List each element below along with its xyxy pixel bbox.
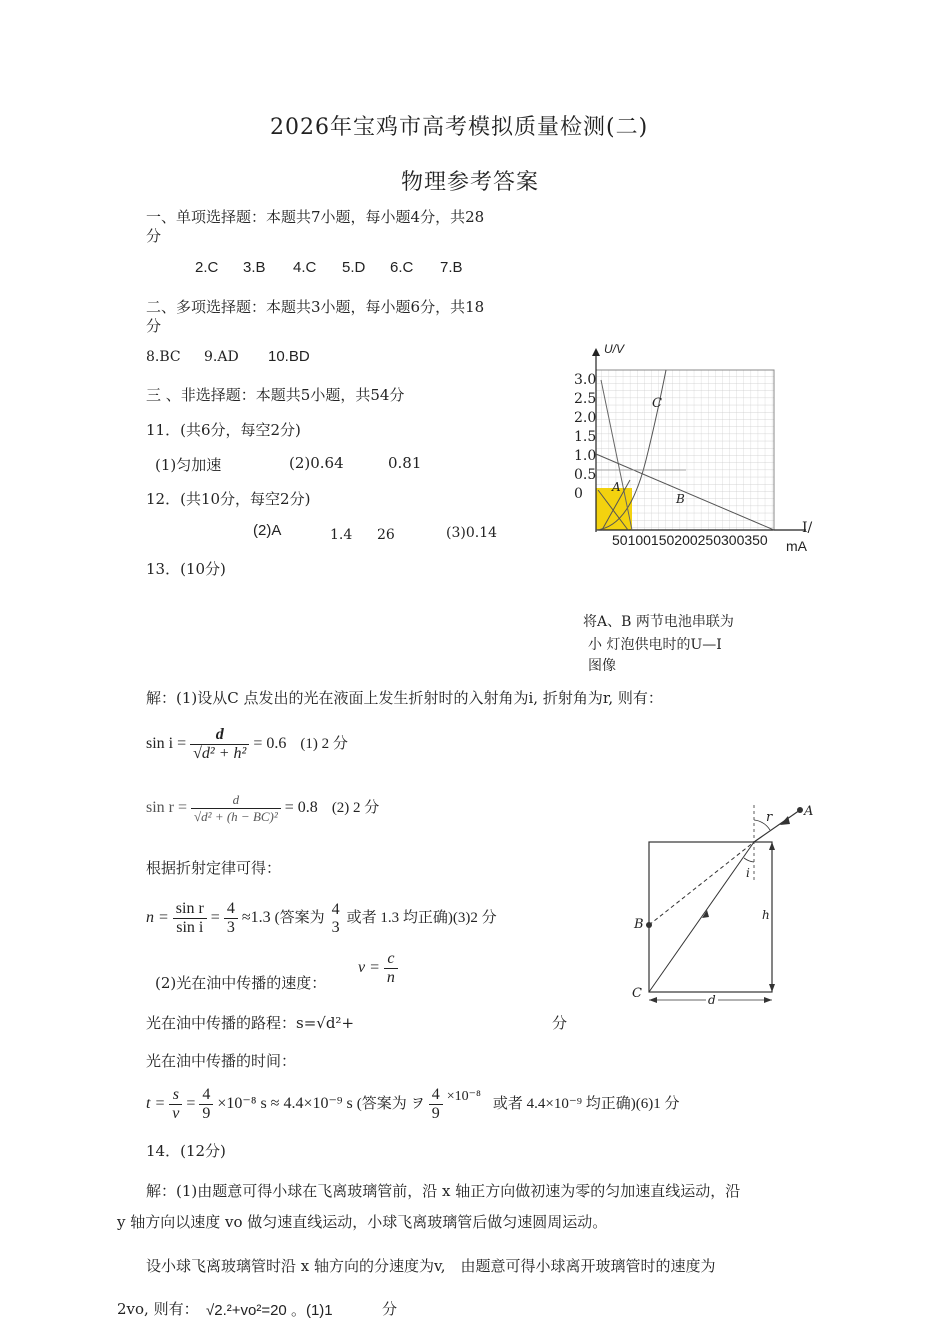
sini-lhs: sin i =: [146, 735, 187, 753]
n-note: (答案为: [274, 910, 325, 927]
sinr-fraction: [191, 792, 281, 825]
n-fraction: [173, 900, 207, 937]
v-fraction: [384, 950, 398, 987]
t-value: ×10⁻⁸ s ≈ 4.4×10⁻⁹ s: [217, 1095, 353, 1113]
point-b: [646, 922, 652, 928]
q12-answer: (3)0.14: [446, 525, 498, 541]
q13-intro: 解：(1)设从C 点发出的光在液面上发生折射时的入射角为i, 折射角为r, 则有：: [146, 689, 663, 707]
d-arrow-left: [649, 997, 657, 1003]
refraction-law: 根据折射定律可得：: [146, 859, 282, 877]
n-eq: =: [210, 909, 220, 927]
graph-caption: 图像: [588, 658, 616, 674]
section2-heading: 二、多项选择题：本题共3小题，每小题6分，共18: [146, 298, 485, 316]
n-num: sin r: [173, 900, 207, 919]
container-box: [649, 842, 772, 992]
t-den2: 9: [202, 1105, 211, 1122]
label-r: r: [766, 810, 773, 825]
t-answer-den: 9: [431, 1105, 440, 1122]
y-tick: 0.5: [574, 467, 597, 483]
q14-formula: √2.²+vo²=20 。(1)1: [206, 1302, 333, 1319]
n-note-cont: 或者 1.3 均正确)(3)2 分: [346, 910, 497, 927]
d-arrow-right: [764, 997, 772, 1003]
y-axis-arrow: [592, 348, 600, 356]
q14-paragraph: 2vo, 则有：: [117, 1300, 199, 1318]
answer-item: 9.AD: [204, 349, 239, 365]
h-arrow-top: [769, 842, 775, 850]
label-i: i: [746, 866, 750, 880]
y-tick: 1.5: [574, 429, 597, 445]
sini-formula: [146, 726, 348, 763]
n-answer-fraction: [329, 901, 343, 937]
sini-den: √d² + h²: [193, 745, 247, 762]
t-answer-fraction: [429, 1086, 443, 1123]
y-tick: 1.0: [574, 448, 597, 464]
sini-fraction: [190, 726, 249, 763]
t-lhs: t =: [146, 1095, 166, 1113]
y-tick: 3.0: [574, 372, 597, 388]
document-subtitle: 物理参考答案: [401, 170, 540, 195]
sini-note: (1) 2 分: [300, 736, 348, 753]
section1-heading-cont: 分: [146, 227, 162, 245]
speed-text: (2)光在油中传播的速度：: [155, 974, 327, 992]
q11-answer: (1)匀加速: [155, 456, 222, 474]
v-formula: [358, 950, 398, 987]
t-num2: 4: [199, 1086, 213, 1105]
t-answer-exp: ×10⁻⁸: [446, 1089, 481, 1105]
q14-paragraph: 解：(1)由题意可得小球在飞离玻璃管前，沿 x 轴正方向做初速为零的匀加速直线运动，沿: [146, 1182, 741, 1200]
path-fen: 分: [552, 1014, 568, 1032]
y-tick: 2.0: [574, 410, 597, 426]
graph-caption: 将A、B 两节电池串联为: [583, 614, 734, 630]
n-answer-den: 3: [331, 918, 340, 936]
ray-virtual: [649, 842, 754, 925]
graph-x-label: I/: [802, 520, 813, 536]
q14-heading: 14．(12分): [146, 1142, 226, 1160]
sini-value: = 0.6: [253, 735, 287, 753]
sinr-num: d: [191, 792, 281, 809]
q11-answer: (2)0.64: [289, 454, 344, 472]
sinr-formula: [146, 792, 379, 825]
n-lhs: n =: [146, 909, 169, 927]
graph-x-unit: mA: [786, 538, 807, 554]
sinr-lhs: sin r =: [146, 799, 188, 817]
v-lhs: v =: [358, 959, 380, 977]
graph-caption: 小 灯泡供电时的U—I: [588, 637, 722, 653]
q14-paragraph: y 轴方向以速度 vo 做匀速直线运动，小球飞离玻璃管后做匀速圆周运动。: [117, 1213, 608, 1231]
label-c: C: [632, 986, 642, 1001]
q12-answer: 26: [377, 527, 395, 543]
answer-item: 7.B: [440, 259, 463, 276]
n-answer-num: 4: [331, 900, 340, 918]
sini-num: d: [190, 726, 249, 745]
v-num: c: [384, 950, 398, 969]
sinr-note: (2) 2 分: [331, 800, 380, 817]
answer-item: 6.C: [390, 259, 414, 276]
sinr-den: √d² + (h − BC)²: [194, 809, 278, 824]
n-den2: 3: [226, 919, 235, 936]
answer-item: 2.C: [195, 259, 219, 276]
n-formula: [146, 900, 497, 937]
refraction-diagram: [620, 800, 820, 1015]
h-arrow-bottom: [769, 984, 775, 992]
section1-heading: 一、单项选择题：本题共7小题，每小题4分，共28: [146, 208, 485, 226]
n-value: ≈1.3: [241, 909, 271, 927]
q11-answer: 0.81: [388, 454, 422, 472]
answer-item: 10.BD: [268, 348, 310, 365]
v-den: n: [386, 969, 395, 986]
label-b: B: [634, 917, 644, 932]
t-den1: v: [172, 1105, 180, 1122]
n-num2: 4: [224, 900, 238, 919]
ray-out: [754, 810, 800, 842]
curve-c-label: C: [652, 396, 662, 411]
curve-a-label: A: [612, 480, 621, 494]
q14-paragraph: 设小球飞离玻璃管时沿 x 轴方向的分速度为v, 由题意可得小球离开玻璃管时的速度为: [146, 1257, 716, 1275]
path-text: 光在油中传播的路程：s=√d²+: [146, 1014, 355, 1032]
t-fraction1: [169, 1086, 182, 1123]
refraction-diagram-svg: [620, 800, 820, 1015]
time-text: 光在油中传播的时间：: [146, 1052, 297, 1070]
point-a: [797, 807, 803, 813]
document-title: 2026年宝鸡市高考模拟质量检测(二): [270, 115, 649, 140]
t-answer-num: 4: [429, 1086, 443, 1105]
section2-heading-cont: 分: [146, 317, 162, 335]
q14-fen: 分: [382, 1300, 398, 1318]
t-formula: [146, 1086, 679, 1123]
q12-answer: 1.4: [330, 527, 353, 543]
answer-item: 4.C: [293, 259, 317, 276]
label-a: A: [804, 804, 814, 819]
q12-heading: 12．(共10分，每空2分): [146, 490, 311, 508]
answer-item: 8.BC: [146, 349, 181, 365]
y-tick: 0: [574, 486, 583, 502]
t-fraction2: [199, 1086, 213, 1123]
curve-b-label: B: [676, 492, 685, 506]
y-tick: 2.5: [574, 391, 597, 407]
label-h: h: [762, 908, 770, 922]
ui-graph: [566, 340, 826, 560]
t-answer-prefix: ヲ: [410, 1097, 425, 1113]
x-ticks: 50100150200250300350: [612, 532, 768, 548]
label-d: d: [708, 993, 716, 1007]
n-fraction2: [224, 900, 238, 937]
n-den: sin i: [176, 919, 204, 936]
sinr-value: = 0.8: [284, 799, 318, 817]
q13-heading: 13．(10分): [146, 560, 226, 578]
t-note-cont: 或者 4.4×10⁻⁹ 均正确)(6)1 分: [492, 1096, 680, 1113]
section3-heading: 三 、非选择题：本题共5小题，共54分: [146, 386, 405, 404]
q12-answer: (2)A: [253, 522, 282, 539]
t-note: (答案为: [356, 1096, 407, 1113]
angle-i-arc: [744, 858, 754, 862]
answer-item: 3.B: [243, 259, 266, 276]
ui-graph-svg: [566, 340, 826, 560]
ray-cb: [649, 842, 754, 992]
graph-y-label: U/V: [604, 342, 625, 356]
t-eq: =: [186, 1095, 196, 1113]
t-num1: s: [169, 1086, 182, 1105]
answer-item: 5.D: [342, 259, 366, 276]
q11-heading: 11．(共6分，每空2分): [146, 421, 301, 439]
